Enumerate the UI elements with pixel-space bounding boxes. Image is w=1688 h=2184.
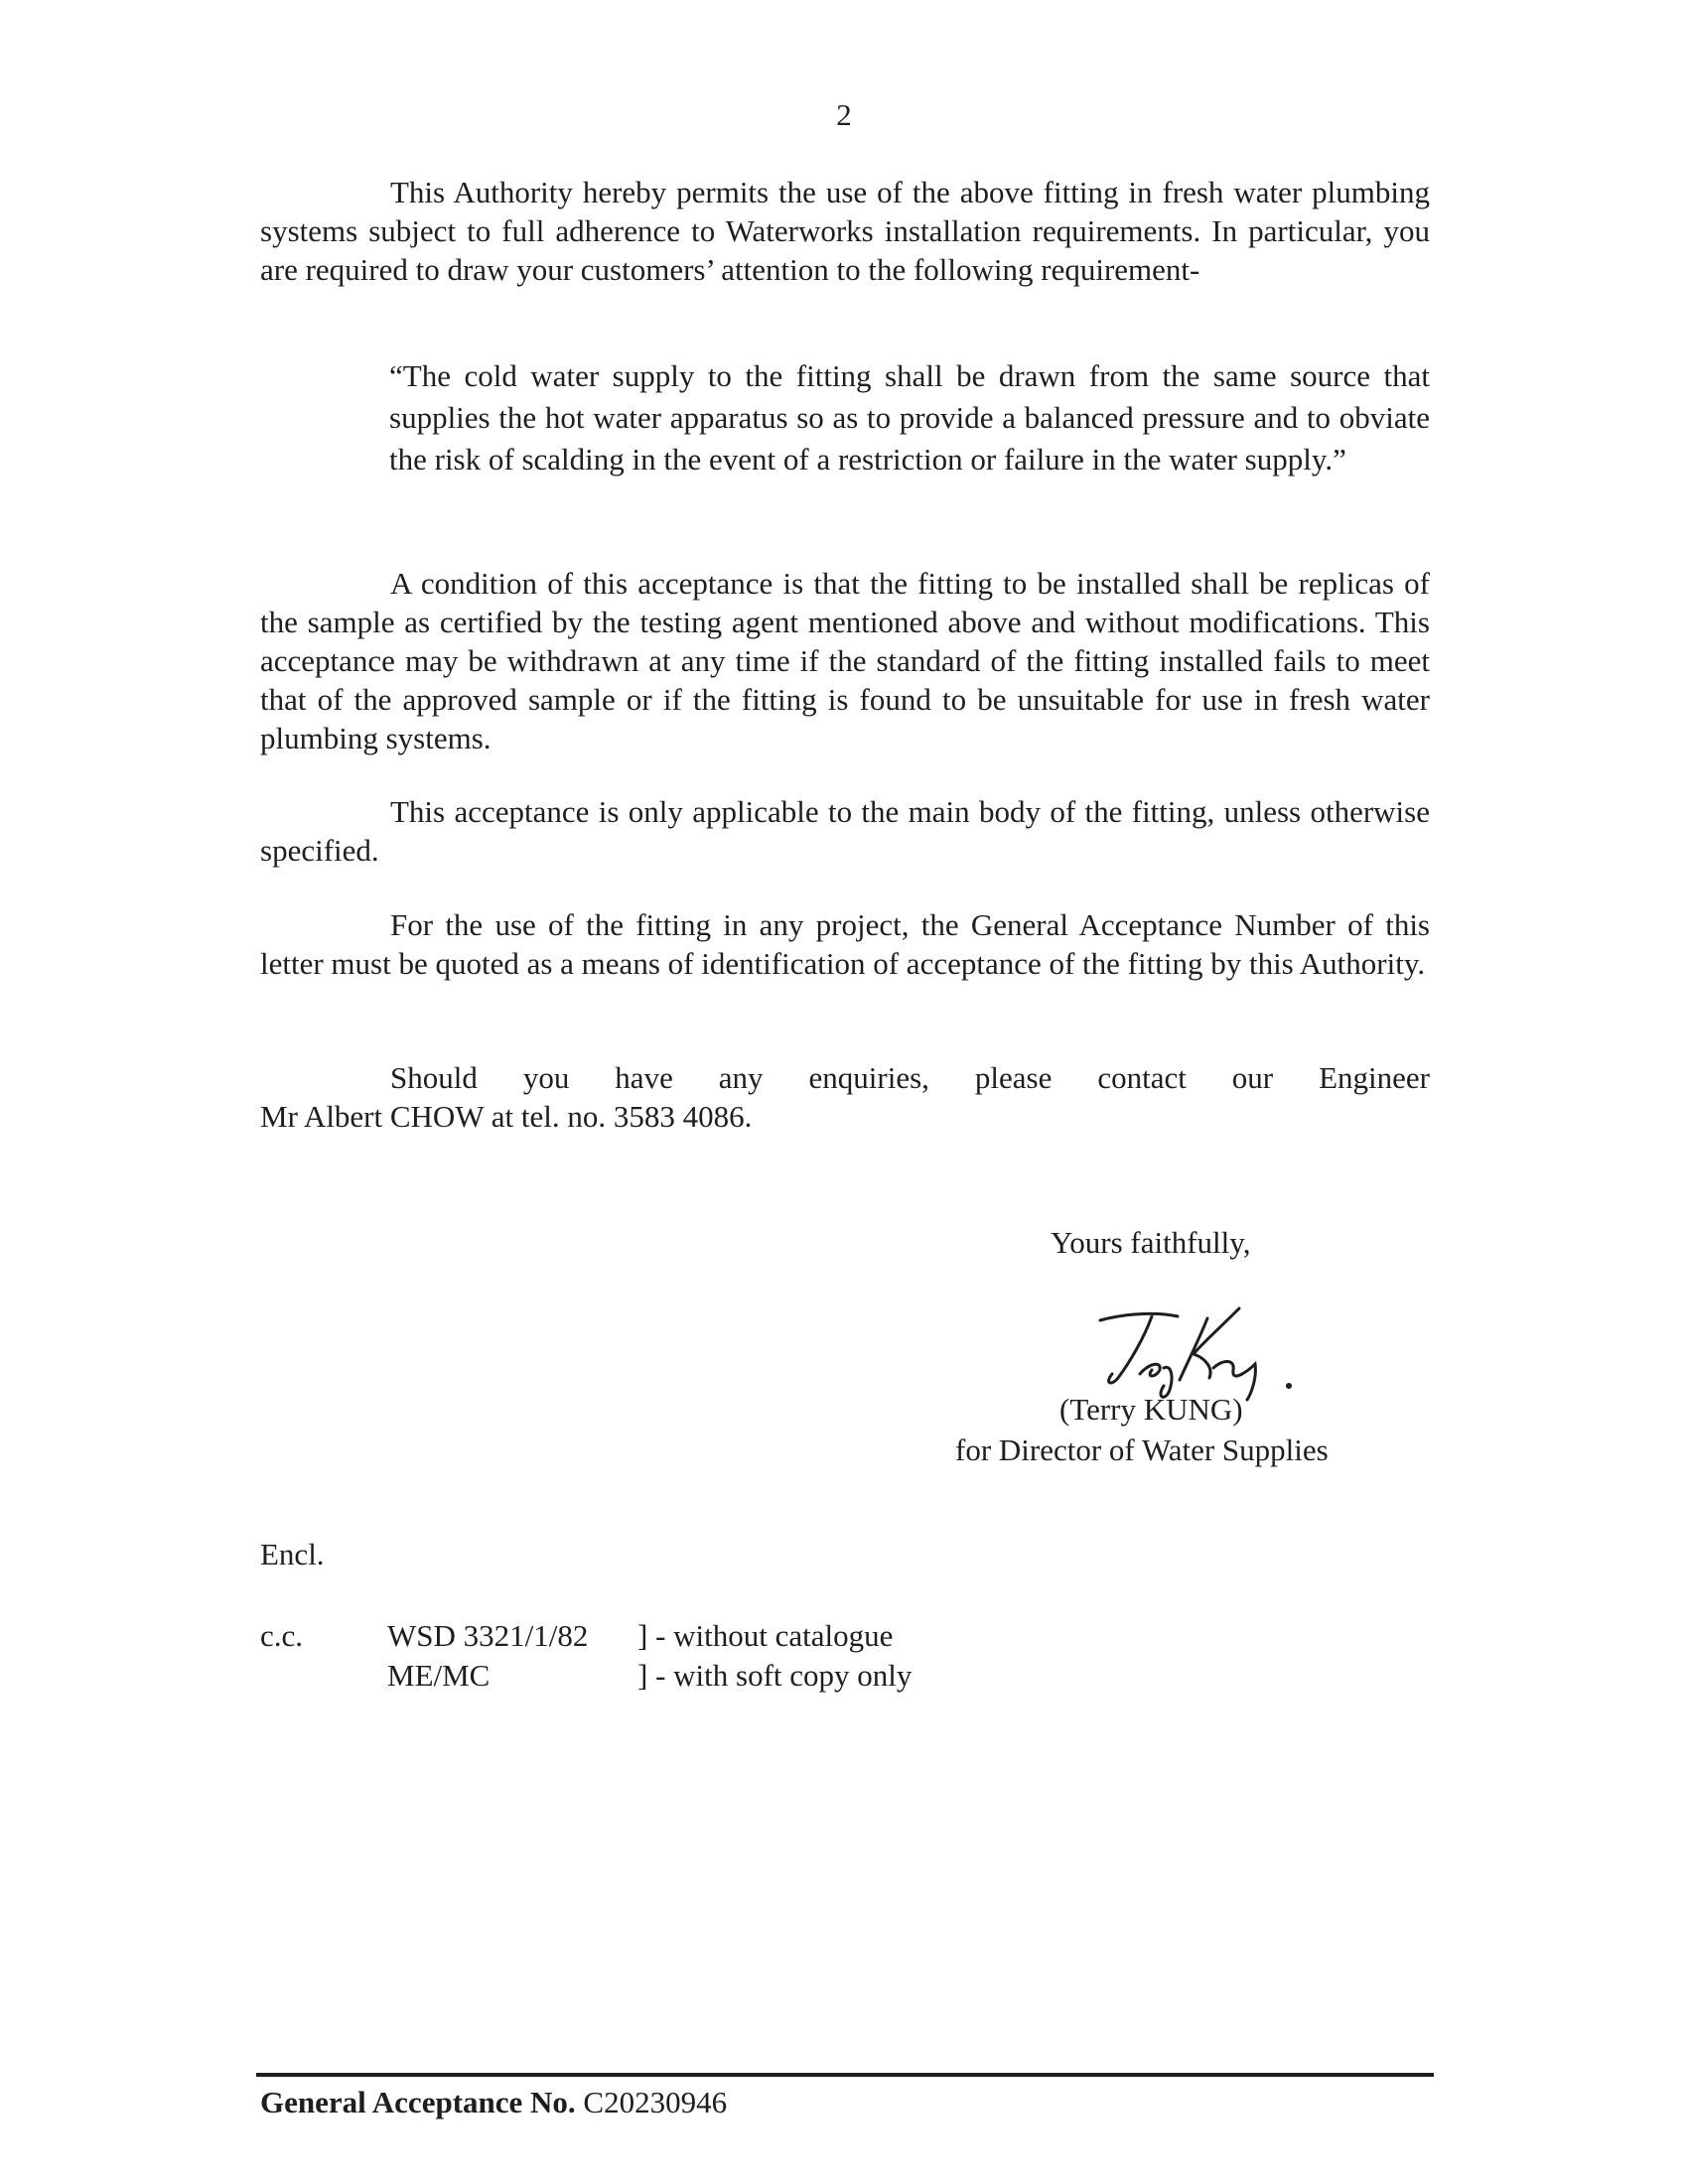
quoted-requirement: “The cold water supply to the fitting shall be drawn from the same source that supplies the hot water apparatus so as to provide a balanced pressure and to obviate the risk of scalding in the event of a restriction or failure in the water supply.” bbox=[389, 358, 1430, 477]
cc-note: ] - with soft copy only bbox=[637, 1658, 913, 1693]
cc-list bbox=[260, 1616, 912, 1696]
paragraph-enquiries-line2: Mr Albert CHOW at tel. no. 3583 4086. bbox=[260, 1099, 753, 1134]
footer-divider bbox=[256, 2073, 1434, 2077]
paragraph-applicability: This acceptance is only applicable to the main body of the fitting, unless otherwise specified. bbox=[260, 794, 1430, 868]
paragraph-enquiries-line1: Should you have any enquiries, please contact our Engineer bbox=[390, 1060, 1430, 1095]
cc-ref: ME/MC bbox=[387, 1658, 491, 1693]
footer-number: C20230946 bbox=[583, 2085, 728, 2119]
page-number: 2 bbox=[836, 97, 852, 132]
footer-label: General Acceptance No. bbox=[260, 2085, 576, 2119]
cc-row bbox=[260, 1656, 912, 1696]
paragraph-condition: A condition of this acceptance is that the fitting to be installed shall be replicas of the sample as certified by the testing agent mentioned above and without modifications. This acceptance may be withdrawn at any time if the standard of the fitting installed fails to meet that of the approved sample or if the fitting is found to be unsuitable for use in fresh water plumbing systems. bbox=[260, 566, 1430, 755]
paragraph-acceptance-number: For the use of the fitting in any project, the General Acceptance Number of this letter must be quoted as a means of identification of acceptance of the fitting by this Authority. bbox=[260, 907, 1430, 981]
paragraph-permission: This Authority hereby permits the use of the above fitting in fresh water plumbing systems subject to full adherence to Waterworks installation requirements. In particular, you are required to draw your customers’ attention to the following requirement- bbox=[260, 175, 1430, 287]
cc-label: c.c. bbox=[260, 1618, 304, 1653]
footer-acceptance-number bbox=[260, 2085, 727, 2120]
closing-salutation: Yours faithfully, bbox=[1051, 1225, 1251, 1260]
cc-note: ] - without catalogue bbox=[637, 1618, 894, 1653]
signer-name: (Terry KUNG) bbox=[1059, 1392, 1243, 1427]
cc-ref: WSD 3321/1/82 bbox=[387, 1618, 589, 1653]
enclosure-label: Encl. bbox=[260, 1537, 325, 1571]
signer-title: for Director of Water Supplies bbox=[955, 1433, 1329, 1467]
cc-row bbox=[260, 1616, 912, 1656]
